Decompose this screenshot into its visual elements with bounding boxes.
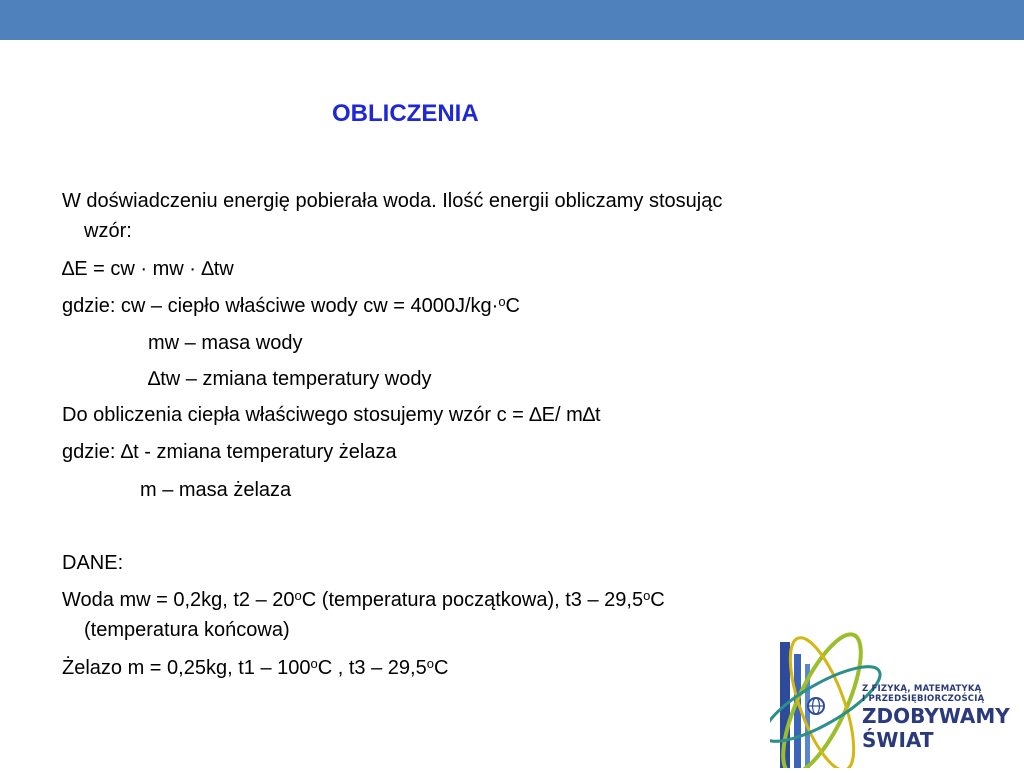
data-heading: DANE: (62, 552, 124, 574)
superscript: o (294, 588, 302, 604)
definition-dt: gdzie: ∆t - zmiana temperatury żelaza (62, 441, 397, 463)
definition-cw (62, 291, 520, 321)
text-fragment: Żelazo m = 0,25kg, t1 – 100 (62, 657, 311, 679)
formula-specific-heat: Do obliczenia ciepła właściwego stosujemy wzór c = ∆E/ m∆t (62, 404, 601, 426)
slide-title: OBLICZENIA (332, 100, 479, 127)
text-fragment: C (433, 657, 449, 679)
data-iron (62, 653, 448, 683)
definition-dtw: ∆tw – zmiana temperatury wody (148, 368, 432, 390)
text-line-continuation: wzór: (84, 220, 132, 242)
text-fragment: Woda mw = 0,2kg, t2 – 20 (62, 589, 295, 611)
text-fragment: gdzie: cw – ciepło właściwe wody cw = 4000J/kg· (62, 295, 499, 317)
superscript: o (498, 294, 506, 310)
data-water (62, 585, 665, 645)
text-fragment: C , t3 – 29,5 (317, 657, 427, 679)
definition-mw: mw – masa wody (148, 332, 303, 354)
project-logo (770, 624, 1024, 768)
logo-text (862, 684, 1010, 752)
logo-line: ŚWIAT (862, 728, 934, 752)
logo-line: ZDOBYWAMY (862, 704, 1010, 728)
paragraph-energy-intro (62, 186, 722, 246)
superscript: o (426, 656, 434, 672)
text-fragment: C (505, 295, 520, 317)
header-bar (0, 0, 1024, 40)
text-line-continuation: (temperatura końcowa) (84, 619, 290, 641)
text-fragment: C (650, 589, 665, 611)
logo-line: Z FIZYKĄ, MATEMATYKĄ (862, 684, 982, 694)
text-line: W doświadczeniu energię pobierała woda. Ilość energii obliczamy stosując (62, 190, 723, 212)
superscript: o (643, 588, 651, 604)
superscript: o (310, 656, 318, 672)
text-fragment: C (temperatura początkowa), t3 – 29,5 (301, 589, 644, 611)
formula-energy: ∆E = cw · mw · ∆tw (62, 258, 234, 280)
definition-m: m – masa żelaza (140, 479, 292, 501)
logo-line: I PRZEDSIĘBIORCZOŚCIĄ (862, 694, 985, 704)
